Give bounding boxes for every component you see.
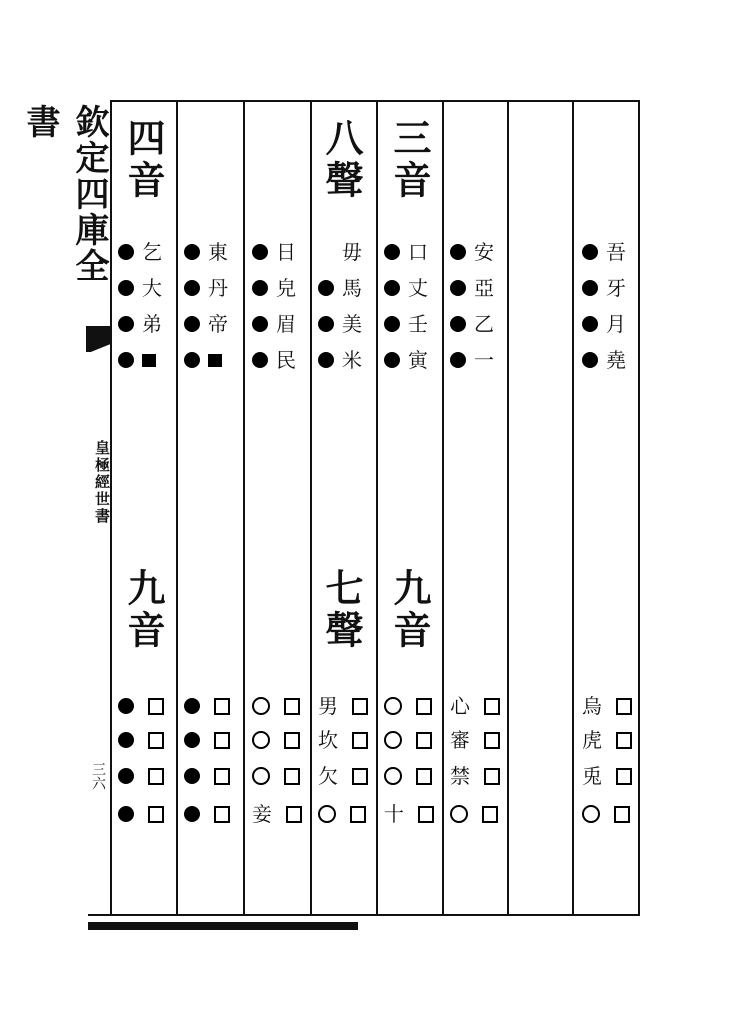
table-cell — [582, 306, 642, 342]
table-cell — [582, 796, 642, 832]
rime-character: 丹 — [208, 276, 228, 300]
filled-circle-mark — [184, 732, 200, 748]
filled-circle-mark — [118, 768, 134, 784]
empty-square-mark — [352, 698, 368, 715]
rime-character: 口 — [408, 240, 428, 264]
empty-square-mark — [214, 806, 230, 823]
table-cell — [252, 796, 312, 832]
filled-circle-mark — [252, 244, 268, 260]
table-cell — [318, 306, 378, 342]
open-circle-mark — [252, 731, 270, 749]
filled-circle-mark — [582, 280, 598, 296]
rime-character: 牙 — [606, 276, 626, 300]
rime-character: 壬 — [408, 312, 428, 336]
filled-circle-mark — [184, 352, 200, 368]
table-cell — [118, 306, 178, 342]
table-cell — [582, 722, 642, 758]
table-cell — [318, 722, 378, 758]
filled-circle-mark — [384, 244, 400, 260]
rime-character: 大 — [142, 276, 162, 300]
filled-circle-mark — [450, 352, 466, 368]
rime-character: 馬 — [342, 276, 362, 300]
table-cell — [184, 796, 244, 832]
table-cell — [184, 758, 244, 794]
table-cell — [184, 722, 244, 758]
empty-square-mark — [616, 732, 632, 749]
rime-character: 乞 — [142, 240, 162, 264]
table-cell — [582, 688, 642, 724]
empty-square-mark — [286, 806, 302, 823]
empty-square-mark — [484, 768, 500, 785]
rime-character: 心 — [450, 694, 470, 718]
filled-circle-mark — [118, 280, 134, 296]
heading-ba-sheng: 八聲 — [319, 118, 364, 202]
table-cell — [184, 342, 244, 378]
empty-square-mark — [214, 732, 230, 749]
filled-circle-mark — [184, 244, 200, 260]
table-cell — [118, 796, 178, 832]
table-cell — [318, 270, 378, 306]
rime-character: 吾 — [606, 240, 626, 264]
frame-bottom — [88, 914, 638, 916]
table-cell — [118, 688, 178, 724]
empty-square-mark — [148, 806, 164, 823]
table-cell — [318, 234, 378, 270]
heading-si-yin: 四音 — [121, 118, 166, 202]
empty-square-mark — [416, 698, 432, 715]
rime-character: 審 — [450, 728, 470, 752]
table-cell — [384, 342, 444, 378]
frame-top — [110, 100, 638, 102]
rime-character: 亞 — [474, 276, 494, 300]
table-cell — [184, 270, 244, 306]
rime-character: 弟 — [142, 312, 162, 336]
column-rule — [110, 100, 112, 916]
book-title: 皇極經世書 — [93, 440, 111, 525]
filled-circle-mark — [118, 316, 134, 332]
filled-circle-mark — [318, 280, 334, 296]
empty-square-mark — [284, 732, 300, 749]
table-cell — [118, 342, 178, 378]
rime-character: 民 — [276, 348, 296, 372]
empty-square-mark — [352, 732, 368, 749]
filled-circle-mark — [582, 244, 598, 260]
empty-square-mark — [614, 806, 630, 823]
filled-circle-mark — [184, 280, 200, 296]
empty-square-mark — [350, 806, 366, 823]
column-rule — [572, 100, 574, 916]
frame-bottom-bar — [88, 922, 358, 930]
rime-character: 坎 — [318, 728, 338, 752]
table-cell — [582, 758, 642, 794]
table-cell — [384, 722, 444, 758]
rime-character: 十 — [384, 802, 404, 826]
table-cell — [118, 722, 178, 758]
empty-square-mark — [482, 806, 498, 823]
empty-square-mark — [416, 768, 432, 785]
table-cell — [450, 270, 510, 306]
open-circle-mark — [582, 805, 600, 823]
table-cell — [184, 688, 244, 724]
filled-circle-mark — [118, 698, 134, 714]
page-number: 三六 — [90, 762, 106, 790]
empty-square-mark — [148, 732, 164, 749]
table-cell — [450, 758, 510, 794]
filled-circle-mark — [450, 316, 466, 332]
filled-circle-mark — [582, 316, 598, 332]
filled-circle-mark — [384, 352, 400, 368]
table-cell — [252, 234, 312, 270]
rime-character: 月 — [606, 312, 626, 336]
table-cell — [118, 758, 178, 794]
filled-circle-mark — [450, 244, 466, 260]
filled-circle-mark — [184, 806, 200, 822]
table-cell — [582, 234, 642, 270]
empty-square-mark — [484, 698, 500, 715]
rime-character: 烏 — [582, 694, 602, 718]
rime-character: 安 — [474, 240, 494, 264]
rime-character: 帝 — [208, 312, 228, 336]
empty-square-mark — [148, 768, 164, 785]
open-circle-mark — [450, 805, 468, 823]
filled-circle-mark — [252, 316, 268, 332]
filled-circle-mark — [384, 280, 400, 296]
table-cell — [318, 796, 378, 832]
rime-character: 日 — [276, 240, 296, 264]
table-cell — [118, 234, 178, 270]
open-circle-mark — [252, 697, 270, 715]
rime-character: 禁 — [450, 764, 470, 788]
rime-character: 眉 — [276, 312, 296, 336]
empty-square-mark — [484, 732, 500, 749]
table-cell — [450, 342, 510, 378]
rime-character: 寅 — [408, 348, 428, 372]
table-cell — [252, 270, 312, 306]
filled-circle-mark — [118, 244, 134, 260]
empty-square-mark — [148, 698, 164, 715]
filled-circle-mark — [118, 352, 134, 368]
filled-circle-mark — [184, 316, 200, 332]
filled-circle-mark — [384, 316, 400, 332]
table-cell — [252, 758, 312, 794]
open-circle-mark — [318, 805, 336, 823]
table-cell — [184, 306, 244, 342]
table-cell — [450, 688, 510, 724]
rime-character: 欠 — [318, 764, 338, 788]
filled-circle-mark — [118, 806, 134, 822]
rime-character: 皃 — [276, 276, 296, 300]
heading-jiu-yin-2: 九音 — [387, 568, 432, 652]
table-cell — [384, 758, 444, 794]
table-cell — [184, 234, 244, 270]
filled-circle-mark — [450, 280, 466, 296]
filled-square-mark — [208, 354, 222, 367]
open-circle-mark — [384, 767, 402, 785]
rime-character: 毋 — [342, 240, 362, 264]
open-circle-mark — [384, 731, 402, 749]
table-cell — [318, 758, 378, 794]
table-cell — [252, 722, 312, 758]
table-cell — [450, 306, 510, 342]
rime-character: 兎 — [582, 764, 602, 788]
empty-square-mark — [616, 698, 632, 715]
table-cell — [318, 688, 378, 724]
open-circle-mark — [252, 767, 270, 785]
filled-circle-mark — [582, 352, 598, 368]
rime-character: 乙 — [474, 312, 494, 336]
filled-circle-mark — [118, 732, 134, 748]
filled-circle-mark — [252, 280, 268, 296]
table-cell — [384, 688, 444, 724]
empty-square-mark — [418, 806, 434, 823]
empty-square-mark — [214, 698, 230, 715]
rime-character: 妾 — [252, 802, 272, 826]
library-title: 欽定四庫全書 — [20, 104, 109, 284]
table-cell — [118, 270, 178, 306]
table-cell — [450, 722, 510, 758]
table-cell — [384, 796, 444, 832]
filled-circle-mark — [252, 352, 268, 368]
empty-square-mark — [284, 698, 300, 715]
table-cell — [582, 342, 642, 378]
table-cell — [384, 306, 444, 342]
rime-character: 美 — [342, 312, 362, 336]
heading-qi-sheng: 七聲 — [319, 568, 364, 652]
filled-circle-mark — [318, 316, 334, 332]
empty-square-mark — [616, 768, 632, 785]
heading-jiu-yin: 九音 — [121, 568, 166, 652]
empty-square-mark — [352, 768, 368, 785]
table-cell — [384, 270, 444, 306]
table-cell — [252, 688, 312, 724]
rime-character: 堯 — [606, 348, 626, 372]
heading-san-yin: 三音 — [387, 118, 432, 202]
table-cell — [252, 342, 312, 378]
rime-character: 虎 — [582, 728, 602, 752]
rime-character: 米 — [342, 348, 362, 372]
empty-square-mark — [416, 732, 432, 749]
empty-square-mark — [284, 768, 300, 785]
open-circle-mark — [384, 697, 402, 715]
table-cell — [252, 306, 312, 342]
fish-tail-mark — [86, 326, 110, 352]
rime-character: 一 — [474, 348, 494, 372]
table-cell — [318, 342, 378, 378]
table-cell — [450, 234, 510, 270]
filled-circle-mark — [184, 698, 200, 714]
rime-character: 男 — [318, 694, 338, 718]
filled-circle-mark — [184, 768, 200, 784]
rime-character: 東 — [208, 240, 228, 264]
table-cell — [384, 234, 444, 270]
table-cell — [582, 270, 642, 306]
empty-square-mark — [214, 768, 230, 785]
table-cell — [450, 796, 510, 832]
filled-square-mark — [142, 354, 156, 367]
rime-character: 丈 — [408, 276, 428, 300]
filled-circle-mark — [318, 352, 334, 368]
